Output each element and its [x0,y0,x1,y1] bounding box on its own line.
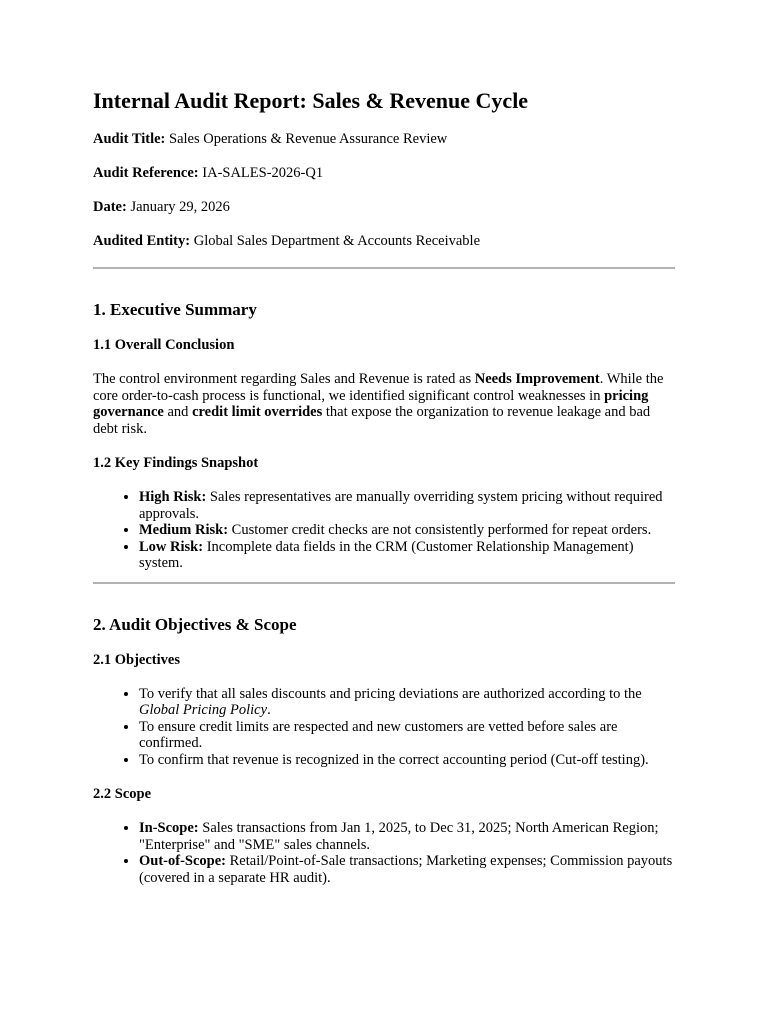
subsection-heading-objectives: 2.1 Objectives [93,651,180,668]
risk-label: High Risk: [139,489,207,505]
overall-conclusion-paragraph [93,371,675,437]
list-item [139,489,675,522]
scope-list [93,820,675,886]
meta-value: Global Sales Department & Accounts Receivable [193,233,481,249]
list-item [139,539,675,572]
paragraph-text: and [163,404,193,420]
section-heading-executive-summary: 1. Executive Summary [93,300,257,319]
risk-label: Low Risk: [139,538,204,555]
report-title: Internal Audit Report: Sales & Revenue Cycle [93,88,529,113]
weakness-emphasis: credit limit overrides [192,404,323,420]
meta-audit-reference [93,165,675,182]
meta-value: Sales Operations & Revenue Assurance Review [169,131,448,147]
meta-date [93,199,675,216]
subsection-heading-scope: 2.2 Scope [93,786,151,802]
paragraph-text: . While the core order-to-cash process is functional, we identified significant control weaknesses in [93,371,664,404]
section-divider [93,267,675,269]
meta-label: Audit Title: [93,131,166,147]
list-item [139,686,675,719]
list-item-text: Sales transactions from Jan 1, 2025, to Dec 31, 2025; North American Region; "Enterprise" and "SME" sales channels. [139,820,659,853]
meta-value: IA-SALES-2026-Q1 [202,165,324,181]
risk-label: Medium Risk: [139,522,229,538]
weakness-emphasis: pricing governance [93,387,649,420]
meta-label: Audited Entity: [93,233,191,249]
list-item-text: Incomplete data fields in the CRM (Customer Relationship Management) system. [139,538,634,571]
section-heading-objectives-scope: 2. Audit Objectives & Scope [93,614,297,634]
list-item [139,522,675,539]
list-item-text: Sales representatives are manually overriding system pricing without required approvals. [139,489,663,522]
paragraph-text: that expose the organization to revenue leakage and bad debt risk. [93,404,651,437]
subsection-heading-key-findings: 1.2 Key Findings Snapshot [93,455,259,471]
list-item-text: Retail/Point-of-Sale transactions; Marketing expenses; Commission payouts (covered in a separate HR audit). [139,853,673,886]
section-divider [93,582,675,584]
paragraph-text: The control environment regarding Sales and Revenue is rated as [93,371,475,387]
policy-name: Global Pricing Policy [139,702,268,718]
list-item: • To ensure credit limits are respected and new customers are vetted before sales are confirmed. [139,719,675,752]
list-item-text: To verify that all sales discounts and pricing deviations are authorized according to the [139,685,642,702]
list-item-text: Customer credit checks are not consistently performed for repeat orders. [228,522,652,538]
meta-label: Audit Reference: [93,165,199,181]
scope-label: In-Scope: [139,820,199,836]
list-item: • To confirm that revenue is recognized in the correct accounting period (Cut-off testing). [139,752,675,769]
objectives-list [93,686,675,769]
subsection-heading-overall-conclusion: 1.1 Overall Conclusion [93,337,235,353]
meta-value: January 29, 2026 [130,199,230,215]
list-item-text: . [267,702,271,718]
key-findings-list [93,489,675,572]
rating-emphasis: Needs Improvement [474,371,600,387]
meta-label: Date: [93,199,127,215]
scope-label: Out-of-Scope: [139,853,226,869]
meta-audit-title [93,131,675,148]
list-item [139,853,675,886]
meta-audited-entity [93,233,675,250]
list-item [139,820,675,853]
